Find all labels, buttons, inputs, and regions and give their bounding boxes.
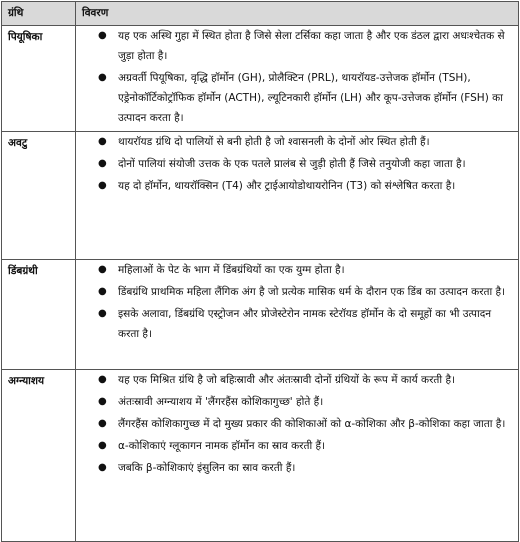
- gland-name: डिंबग्रंथी: [2, 260, 76, 370]
- point-text: अग्रवर्ती पियूषिका, वृद्धि हॉर्मोन (GH), प्रोलैक्टिन (PRL), थायरॉयड-उत्तेजक हॉर्मोन (TSH), एड्रेनोकॉर्टिकोट्रॉफिक हॉर्मोन (ACTH), ल्यूटिनकारी हॉर्मोन (LH) और कूप-उत्तेजक हॉर्मोन (FSH) का उत्पादन करता है।: [118, 72, 503, 124]
- gland-description: [76, 370, 519, 542]
- gland-name: अग्न्याशय: [2, 370, 76, 542]
- bullet-icon: ●: [98, 158, 107, 169]
- gland-description: [76, 260, 519, 370]
- point-text: लैंगरहैंस कोशिकागुच्छ में दो मुख्य प्रकार की कोशिकाओं को α-कोशिका और β-कोशिका कहा जाता है।: [118, 418, 506, 430]
- list-item: [76, 260, 518, 280]
- bullet-icon: ●: [98, 308, 107, 319]
- description-list: [76, 132, 518, 196]
- bullet-icon: ●: [98, 180, 107, 191]
- bullet-icon: ●: [98, 418, 107, 429]
- table-row: [2, 132, 519, 260]
- point-text: यह दो हॉर्मोन, थायरॉक्सिन (T4) और ट्राईआयोडोथायरोनिन (T3) को संश्लेषित करता है।: [118, 180, 456, 192]
- list-item: [76, 68, 518, 128]
- table-header-row: [2, 2, 519, 26]
- bullet-icon: ●: [98, 374, 107, 385]
- point-text: α-कोशिकाएं ग्लूकागन नामक हॉर्मोन का स्राव करती हैं।: [118, 440, 326, 452]
- gland-description: [76, 26, 519, 132]
- bullet-icon: ●: [98, 72, 107, 83]
- bullet-icon: ●: [98, 136, 107, 147]
- list-item: [76, 370, 518, 390]
- list-item: [76, 154, 518, 174]
- bullet-icon: ●: [98, 462, 107, 473]
- list-item: [76, 436, 518, 456]
- list-item: [76, 282, 518, 302]
- header-description: विवरण: [76, 2, 519, 26]
- description-list: [76, 370, 518, 478]
- point-text: महिलाओं के पेट के भाग में डिंबग्रंथियों का एक युग्म होता है।: [118, 264, 345, 276]
- list-item: [76, 132, 518, 152]
- point-text: जबकि β-कोशिकाएं इंसुलिन का स्राव करती हैं।: [118, 462, 296, 474]
- list-item: [76, 392, 518, 412]
- list-item: [76, 26, 518, 66]
- glands-table: [1, 1, 519, 542]
- point-text: यह एक मिश्रित ग्रंथि है जो बहिःस्रावी और अंतःस्रावी दोनों ग्रंथियों के रूप में कार्य करती है।: [118, 374, 456, 386]
- header-gland: ग्रंथि: [2, 2, 76, 26]
- table-row: [2, 370, 519, 542]
- gland-description: [76, 132, 519, 260]
- bullet-icon: ●: [98, 30, 107, 41]
- list-item: [76, 304, 518, 344]
- point-text: अंतःस्रावी अग्न्याशय में 'लैंगरहैंस कोशिकागुच्छ' होते हैं।: [118, 396, 324, 408]
- point-text: थायरॉयड ग्रंथि दो पालियों से बनी होती है जो श्वासनली के दोनों ओर स्थित होती हैं।: [118, 136, 430, 148]
- table-row: [2, 26, 519, 132]
- gland-name: पियूषिका: [2, 26, 76, 132]
- point-text: डिंबग्रंथि प्राथमिक महिला लैंगिक अंग है जो प्रत्येक मासिक धर्म के दौरान एक डिंब का उत्पादन करता है।: [118, 286, 506, 298]
- point-text: दोनों पालियां संयोजी उत्तक के एक पतले प्रालंब से जुड़ी होती हैं जिसे तनुयोजी कहा जाता है।: [118, 158, 466, 170]
- bullet-icon: ●: [98, 396, 107, 407]
- gland-name: अवटु: [2, 132, 76, 260]
- point-text: यह एक अस्थि गुहा में स्थित होता है जिसे सेला टर्सिका कहा जाता है और एक डंठल द्वारा अधःश्चेतक से जुड़ा होता है।: [118, 30, 505, 62]
- list-item: [76, 458, 518, 478]
- bullet-icon: ●: [98, 440, 107, 451]
- description-list: [76, 26, 518, 128]
- list-item: [76, 176, 518, 196]
- list-item: [76, 414, 518, 434]
- bullet-icon: ●: [98, 286, 107, 297]
- table-row: [2, 260, 519, 370]
- bullet-icon: ●: [98, 264, 107, 275]
- point-text: इसके अलावा, डिंबग्रंथि एस्ट्रोजन और प्रोजेस्टेरोन नामक स्टेरॉयड हॉर्मोन के दो समूहों का भी उत्पादन करता है।: [118, 308, 492, 340]
- description-list: [76, 260, 518, 344]
